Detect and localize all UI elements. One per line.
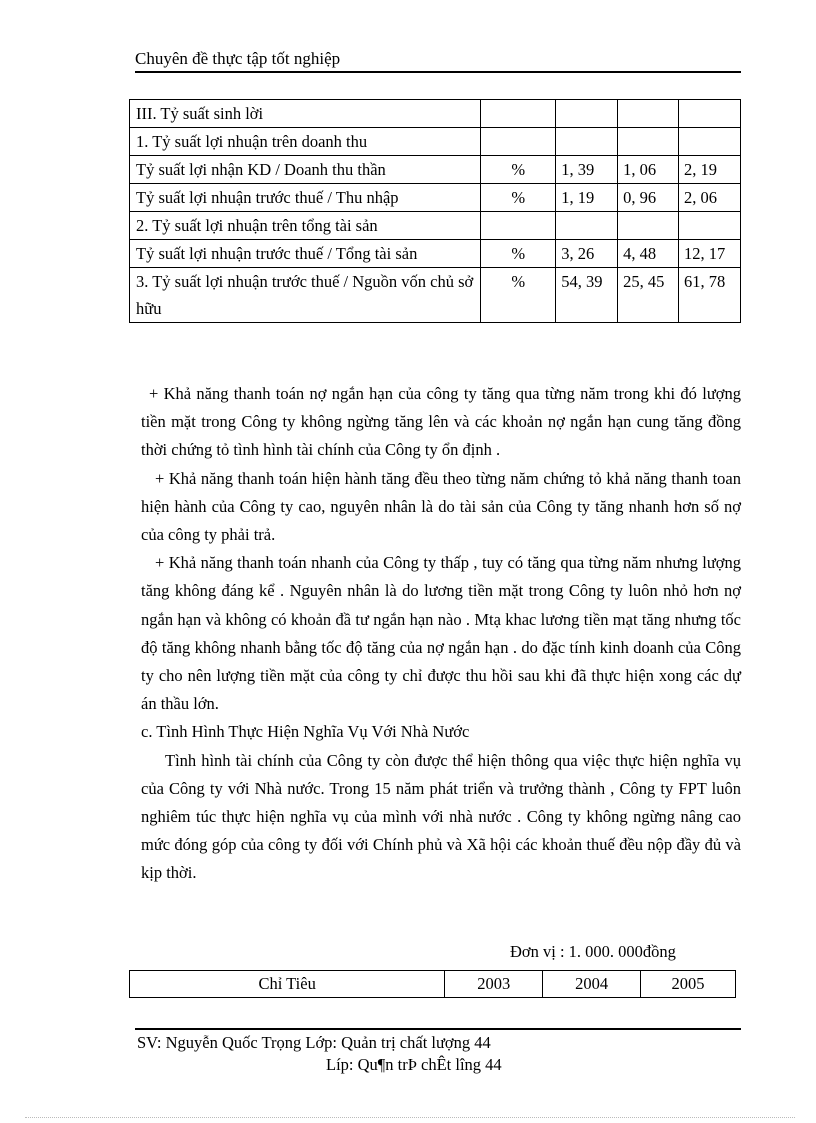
value-2005: 12, 17	[679, 240, 741, 268]
value-2003	[556, 100, 618, 128]
value-2005	[679, 128, 741, 156]
value-2005: 2, 06	[679, 184, 741, 212]
row-label: 1. Tỷ suất lợi nhuận trên doanh thu	[130, 128, 481, 156]
unit-cell	[481, 212, 556, 240]
value-2004: 25, 45	[618, 268, 679, 323]
row-label: 2. Tỷ suất lợi nhuận trên tổng tài sản	[130, 212, 481, 240]
table-row	[130, 156, 741, 184]
header-cell-2004: 2004	[543, 971, 641, 998]
page-header-title: Chuyên đề thực tập tốt nghiệp	[135, 49, 341, 68]
tax-obligation-table	[129, 970, 736, 998]
table-row	[130, 268, 741, 323]
profitability-ratio-table	[129, 99, 741, 323]
page-edge-divider	[25, 1117, 795, 1118]
paragraph-current-solvency: + Khả năng thanh toán hiện hành tăng đều theo từng năm chứng tỏ khả năng thanh toan hiện hành của Công ty cao, nguyên nhân là do tài sản của Công ty tăng nhanh hơn số nợ của công ty phải trả.	[141, 468, 741, 545]
value-2004	[618, 212, 679, 240]
header-cell-2003: 2003	[445, 971, 543, 998]
row-label: Tỷ suất lợi nhuận trước thuế / Tổng tài sản	[130, 240, 481, 268]
value-2003	[556, 212, 618, 240]
value-2003: 54, 39	[556, 268, 618, 323]
unit-cell: %	[481, 268, 556, 323]
section-heading: c. Tình Hình Thực Hiện Nghĩa Vụ Với Nhà Nước	[141, 722, 470, 742]
unit-cell: %	[481, 184, 556, 212]
table-row	[130, 240, 741, 268]
body-text	[141, 380, 741, 888]
table-header-row	[130, 971, 736, 998]
unit-note: Đơn vị : 1. 000. 000đồng	[510, 942, 676, 961]
value-2003	[556, 128, 618, 156]
header-cell-indicator: Chỉ Tiêu	[130, 971, 445, 998]
unit-cell: %	[481, 156, 556, 184]
header-rule	[135, 71, 741, 73]
footer-rule	[135, 1028, 741, 1030]
header-cell-2005: 2005	[641, 971, 736, 998]
paragraph-quick-solvency: + Khả năng thanh toán nhanh của Công ty thấp , tuy có tăng qua từng năm nhưng lượng tăng không đáng kể . Nguyên nhân là do lương tiền mặt trong Công ty luôn nhỏ hơn nợ ngắn hạn và không có khoản đầ tư ngắn hạn nào . Mtạ khac lương tiền mạt tăng nhưng tốc độ tăng không nhanh bằng tốc độ tăng của nợ ngắn hạn . do đặc tính kinh doanh của Công ty cho nên lượng tiền mặt của công ty chỉ được thu hồi sau khi đã thực hiện xong các dự án thầu lớn.	[141, 553, 741, 714]
value-2003: 1, 19	[556, 184, 618, 212]
row-label: Tỷ suất lợi nhuận trước thuế / Thu nhập	[130, 184, 481, 212]
value-2005	[679, 212, 741, 240]
value-2004	[618, 128, 679, 156]
value-2005: 61, 78	[679, 268, 741, 323]
unit-cell	[481, 128, 556, 156]
table-row	[130, 128, 741, 156]
unit-cell	[481, 100, 556, 128]
row-label: III. Tỷ suất sinh lời	[130, 100, 481, 128]
paragraph-short-term-solvency: + Khả năng thanh toán nợ ngắn hạn của công ty tăng qua từng năm trong khi đó lượng tiền mặt trong Công ty không ngừng tăng lên và các khoản nợ ngắn hạn cung tăng đồng thời chứng tỏ tình hình tài chính của Công ty ổn định .	[141, 384, 741, 460]
paragraph-state-obligations: Tình hình tài chính của Công ty còn được thể hiện thông qua việc thực hiện nghĩa vụ của Công ty với Nhà nước. Trong 15 năm phát triển và trưởng thành , Công ty FPT luôn nghiêm túc thực hiện nghĩa vụ của mình với nhà nước . Công ty không ngừng nâng cao mức đóng góp của công ty đối với Chính phủ và Xã hội các khoản thuế đều nộp đầy đủ và kịp thời.	[141, 750, 741, 883]
row-label: 3. Tỷ suất lợi nhuận trước thuế / Nguồn vốn chủ sở hữu	[130, 268, 481, 323]
table-row	[130, 184, 741, 212]
table-row	[130, 100, 741, 128]
value-2004: 0, 96	[618, 184, 679, 212]
value-2004	[618, 100, 679, 128]
footer-student-line: SV: Nguyễn Quốc Trọng Lớp: Quản trị chất lượng 44	[137, 1033, 491, 1052]
table-row	[130, 212, 741, 240]
footer-class-line: Líp: Qu¶n trÞ chÊt lîng 44	[326, 1055, 502, 1074]
value-2004: 1, 06	[618, 156, 679, 184]
value-2003: 1, 39	[556, 156, 618, 184]
row-label: Tỷ suất lợi nhận KD / Doanh thu thần	[130, 156, 481, 184]
unit-cell: %	[481, 240, 556, 268]
value-2005	[679, 100, 741, 128]
value-2004: 4, 48	[618, 240, 679, 268]
value-2003: 3, 26	[556, 240, 618, 268]
value-2005: 2, 19	[679, 156, 741, 184]
